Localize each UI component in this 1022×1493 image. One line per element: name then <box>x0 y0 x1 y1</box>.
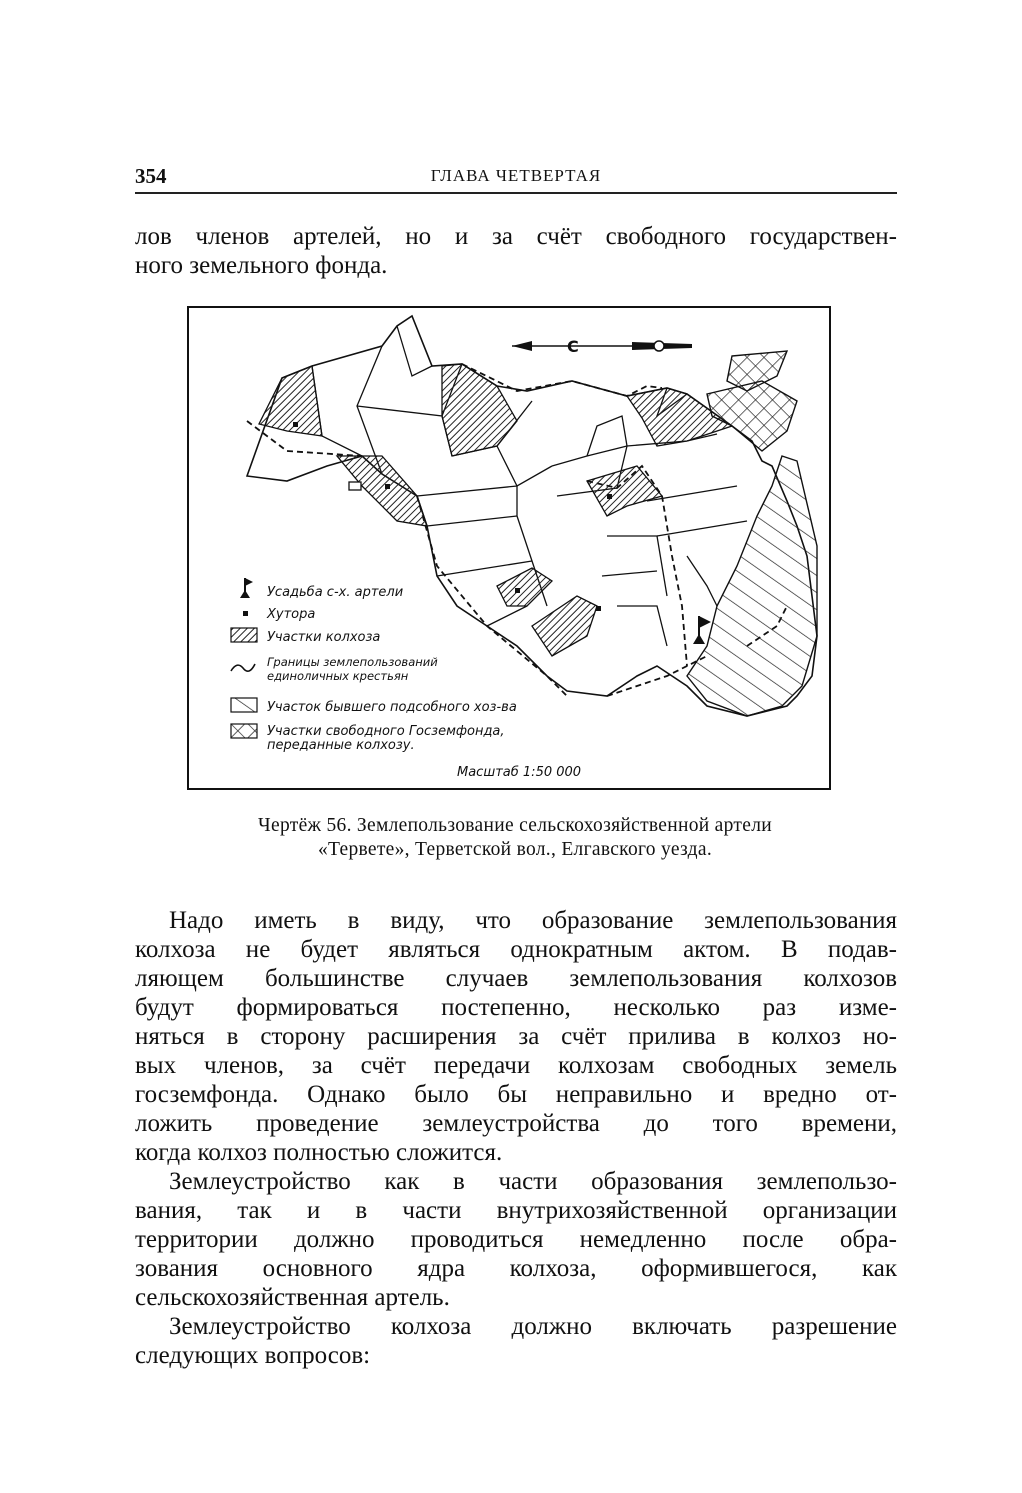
kolkhoz-plot-legend-icon <box>231 628 257 642</box>
caption-line: Чертёж 56. Землепользование сельскохозяйственной артели <box>258 815 772 836</box>
farmstead-marker <box>515 588 520 593</box>
text-line: будут формироваться постепенно, несколько раз изме- <box>135 994 897 1021</box>
former-farm-legend-icon <box>231 698 257 712</box>
legend-boundaries-line2: единоличных крестьян <box>267 669 409 683</box>
text-line: вых членов, за счёт передачи колхозам свободных земель <box>135 1052 897 1079</box>
header-rule <box>135 192 897 194</box>
legend-former-farm: Участок бывшего подсобного хоз-ва <box>267 700 517 715</box>
caption-line: «Тервете», Терветской вол., Елгавского уезда. <box>317 839 713 860</box>
text-line: Землеустройство колхоза должно включать разрешение <box>169 1313 897 1340</box>
map-scale: Масштаб 1:50 000 <box>457 765 582 780</box>
farmstead-marker <box>293 422 298 427</box>
text-line: лов членов артелей, но и за счёт свободного государствен- <box>135 223 897 250</box>
farmstead-legend-icon <box>243 611 248 616</box>
land-use-map <box>187 306 831 790</box>
legend-boundaries-line1: Границы землепользований <box>267 655 438 669</box>
text-line: ложить проведение землеустройства до того времени, <box>135 1110 897 1137</box>
legend-farmsteads: Хутора <box>267 607 316 622</box>
land-use-map-figure <box>187 306 831 790</box>
farmstead-marker <box>596 606 601 611</box>
body-paragraph-3 <box>135 1312 897 1370</box>
legend-free-fund-line2: переданные колхозу. <box>267 738 415 753</box>
text-line: зования основного ядра колхоза, оформившегося, как <box>135 1255 897 1282</box>
free-fund-legend-icon <box>231 724 257 738</box>
figure-caption <box>160 814 870 862</box>
text-line: территории должно проводиться немедленно после обра- <box>135 1226 897 1253</box>
text-line: ляющем большинстве случаев землепользования колхозов <box>135 965 897 992</box>
body-paragraph-1 <box>135 906 897 1167</box>
running-title: ГЛАВА ЧЕТВЕРТАЯ <box>430 166 602 185</box>
farmstead-marker <box>385 484 390 489</box>
text-line: Надо иметь в виду, что образование землепользования <box>169 907 897 934</box>
legend-kolkhoz-plots: Участки колхоза <box>267 630 381 645</box>
text-line: госземфонда. Однако было бы неправильно и вредно от- <box>135 1081 897 1108</box>
intro-paragraph <box>135 222 897 280</box>
body-paragraph-2 <box>135 1167 897 1312</box>
farmstead-marker <box>349 482 361 490</box>
text-line: вания, так и в части внутрихозяйственной организации <box>135 1197 897 1224</box>
farmstead-marker <box>607 494 612 499</box>
text-line: Землеустройство как в части образования землепользо- <box>169 1168 897 1195</box>
page-header <box>135 160 897 196</box>
compass-label: С <box>567 337 579 356</box>
text-line: следующих вопросов: <box>135 1342 371 1369</box>
legend-free-fund-line1: Участки свободного Госземфонда, <box>267 724 505 739</box>
text-line: когда колхоз полностью сложится. <box>135 1139 503 1166</box>
text-line: сельскохозяйственная артель. <box>135 1284 450 1311</box>
legend-estate: Усадьба с-х. артели <box>267 585 404 600</box>
text-line: ного земельного фонда. <box>135 252 388 279</box>
text-line: колхоза не будет являться однократным актом. В подав- <box>135 936 897 963</box>
page-number: 354 <box>135 164 167 188</box>
text-line: няться в сторону расширения за счёт прилива в колхоз но- <box>135 1023 897 1050</box>
